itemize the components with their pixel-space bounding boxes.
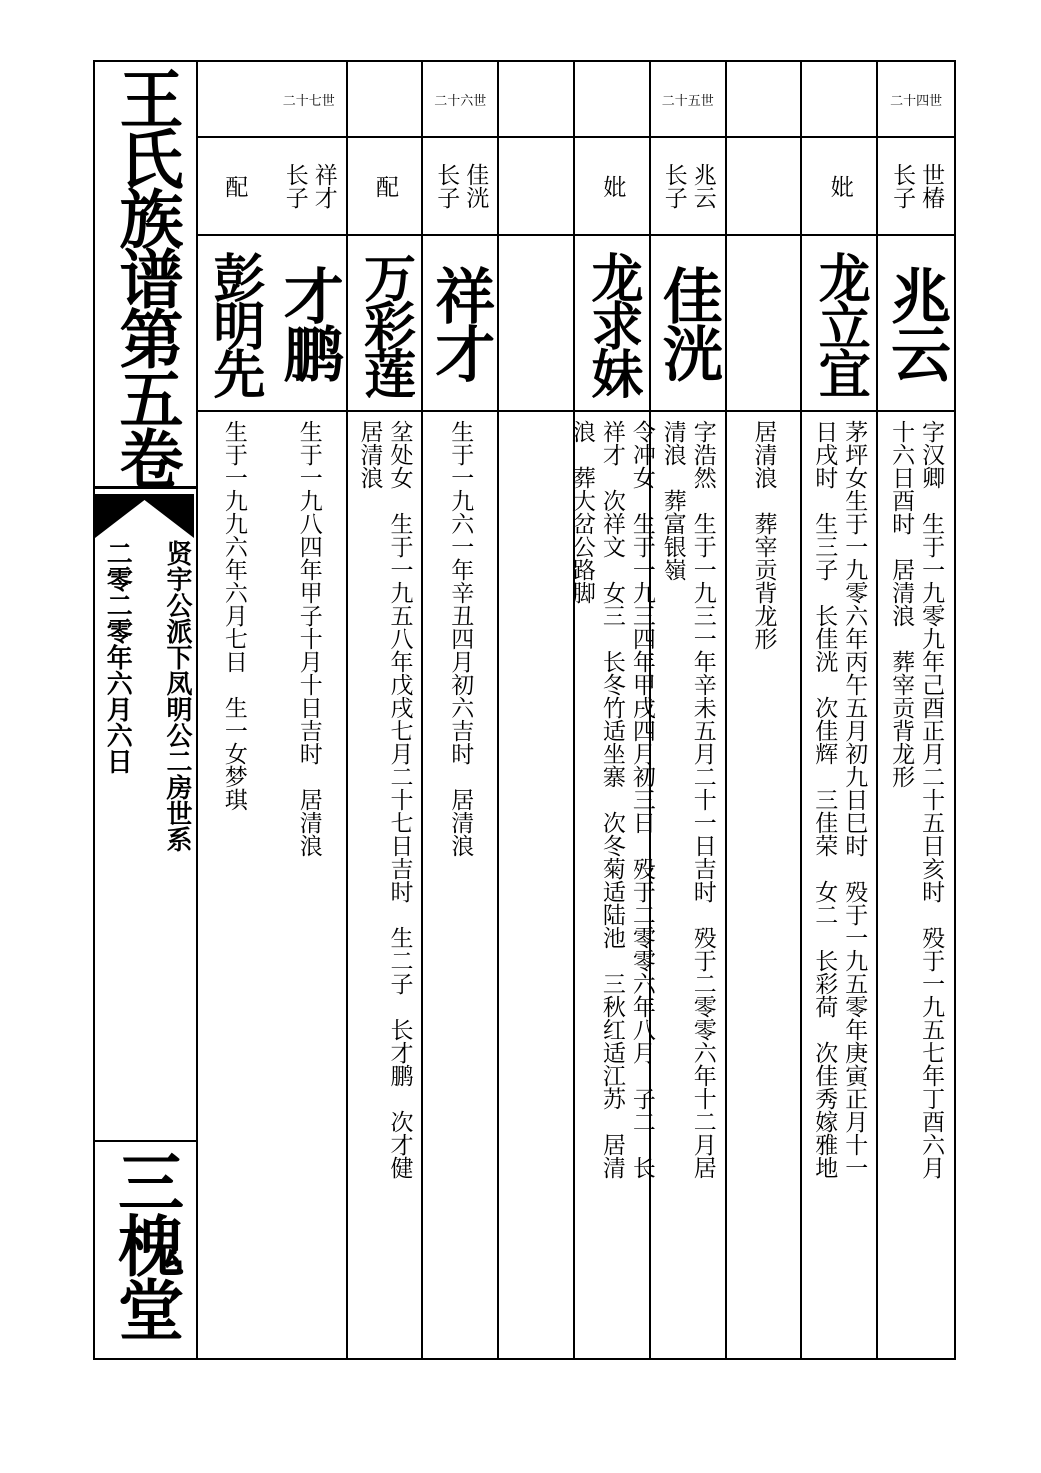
generation-label: 二十七世	[282, 93, 335, 109]
generation-cell	[727, 62, 801, 138]
relation-text: 祥才	[310, 163, 337, 209]
biography-cell	[651, 412, 725, 1358]
title-column	[95, 62, 198, 1358]
biography-text: 居清浪 葬宰贡背龙形	[750, 420, 777, 650]
biography-cell	[802, 412, 876, 1358]
name-cell	[802, 236, 876, 412]
biography-text: 字浩然 生于一九三一年辛未五月二十一日吉时 殁于二零零六年十二月居 清浪 葬富银嶺	[659, 420, 716, 1179]
relation-text: 长子	[281, 163, 308, 209]
book-title-text: 王氏族谱第五卷	[108, 66, 184, 486]
biography-text: 茅坪女生于一九零六年丙午五月初九日巳时 殁于一九五零年庚寅正月十一 日戌时 生三子 长佳洸 次佳辉 三佳荣 女二 长彩荷 次佳秀嫁雅地	[811, 420, 868, 1179]
hall-name-text: 三槐堂	[106, 1148, 185, 1340]
relation-text: 兆云	[689, 163, 716, 209]
name-cell	[348, 236, 422, 412]
biography-cell	[878, 412, 954, 1358]
compile-date: 二零二零年六月六日	[102, 540, 133, 774]
person-name: 龙立宜	[809, 251, 871, 395]
relation-cell	[575, 138, 649, 236]
hall-name	[95, 1148, 196, 1340]
generation-column	[348, 62, 424, 1358]
genealogy-page	[93, 60, 956, 1360]
name-cell	[575, 236, 649, 412]
biography-cell	[272, 412, 346, 1358]
person-name: 祥才	[425, 265, 496, 381]
title-divider	[95, 486, 196, 489]
generation-cell	[272, 62, 346, 138]
generation-cell	[575, 62, 649, 138]
biography-cell	[568, 412, 655, 1358]
generation-label: 二十四世	[890, 93, 943, 109]
generation-column	[499, 62, 575, 1358]
name-cell	[423, 236, 497, 412]
generation-column	[802, 62, 878, 1358]
hall-divider	[95, 1140, 196, 1142]
generation-column	[568, 62, 655, 1358]
relation-text: 长子	[433, 163, 460, 209]
relation-cell	[499, 138, 573, 236]
generation-cell	[423, 62, 497, 138]
lineage-caption: 贤宇公派下凤明公二房世系	[162, 540, 192, 852]
name-cell	[651, 236, 725, 412]
relation-text: 长子	[889, 163, 916, 209]
relation-text: 世椿	[918, 163, 945, 209]
name-cell	[878, 236, 954, 412]
generation-column	[196, 62, 272, 1358]
name-cell	[272, 236, 346, 412]
relation-cell	[196, 138, 272, 236]
biography-cell	[727, 412, 801, 1358]
generation-column	[423, 62, 499, 1358]
relation-text: 妣	[599, 174, 626, 198]
relation-cell	[272, 138, 346, 236]
biography-text: 坌处女 生于一九五八年戊戌七月二十七日吉时 生二子 长才鹏 次才健 居清浪	[356, 420, 413, 1179]
relation-text: 妣	[826, 174, 853, 198]
relation-text: 佳洸	[462, 163, 489, 209]
generation-cell	[499, 62, 573, 138]
generation-cell	[802, 62, 876, 138]
relation-cell	[727, 138, 801, 236]
biography-text: 生于一九六一年辛丑四月初六吉时 居清浪	[447, 420, 474, 857]
biography-text: 生于一九九六年六月七日 生一女梦琪	[220, 420, 247, 811]
relation-cell	[348, 138, 422, 236]
relation-cell	[651, 138, 725, 236]
generation-label: 二十六世	[434, 93, 487, 109]
name-cell	[196, 236, 272, 412]
generation-cell	[878, 62, 954, 138]
generation-label: 二十五世	[661, 93, 714, 109]
generation-column	[878, 62, 954, 1358]
name-cell	[499, 236, 573, 412]
book-title	[95, 66, 196, 486]
fish-tail-ornament-icon	[95, 494, 194, 538]
relation-text: 配	[221, 174, 248, 198]
generation-column	[651, 62, 727, 1358]
person-name: 万彩莲	[354, 251, 416, 395]
biography-cell	[196, 412, 272, 1358]
person-name: 兆云	[881, 265, 952, 381]
relation-text: 配	[371, 174, 398, 198]
generation-cell	[196, 62, 272, 138]
biography-text: 令冲女 生于一九三四年甲戌四月初三日 殁于二零零六年八月 子二 长 祥才 次祥文 女三 长冬竹适坐寨 次冬菊适陆池 三秋红适江苏 居清 浪 葬大岔公路脚	[568, 420, 655, 1179]
person-name: 才鹏	[273, 265, 344, 381]
biography-text: 字汉卿 生于一九零九年己酉正月二十五日亥时 殁于一九五七年丁酉六月 十六日酉时 居清浪 葬宰贡背龙形	[888, 420, 945, 1179]
generation-column	[272, 62, 348, 1358]
generation-cell	[348, 62, 422, 138]
person-name: 佳洸	[652, 265, 723, 381]
biography-cell	[499, 412, 573, 1358]
biography-text: 生于一九八四年甲子十月十日吉时 居清浪	[295, 420, 322, 857]
person-name: 彭明先	[203, 251, 265, 395]
person-name: 龙求妹	[581, 251, 643, 395]
biography-cell	[348, 412, 422, 1358]
relation-cell	[423, 138, 497, 236]
relation-cell	[878, 138, 954, 236]
relation-text: 长子	[660, 163, 687, 209]
generation-cell	[651, 62, 725, 138]
biography-cell	[423, 412, 497, 1358]
name-cell	[727, 236, 801, 412]
relation-cell	[802, 138, 876, 236]
generation-column	[727, 62, 803, 1358]
